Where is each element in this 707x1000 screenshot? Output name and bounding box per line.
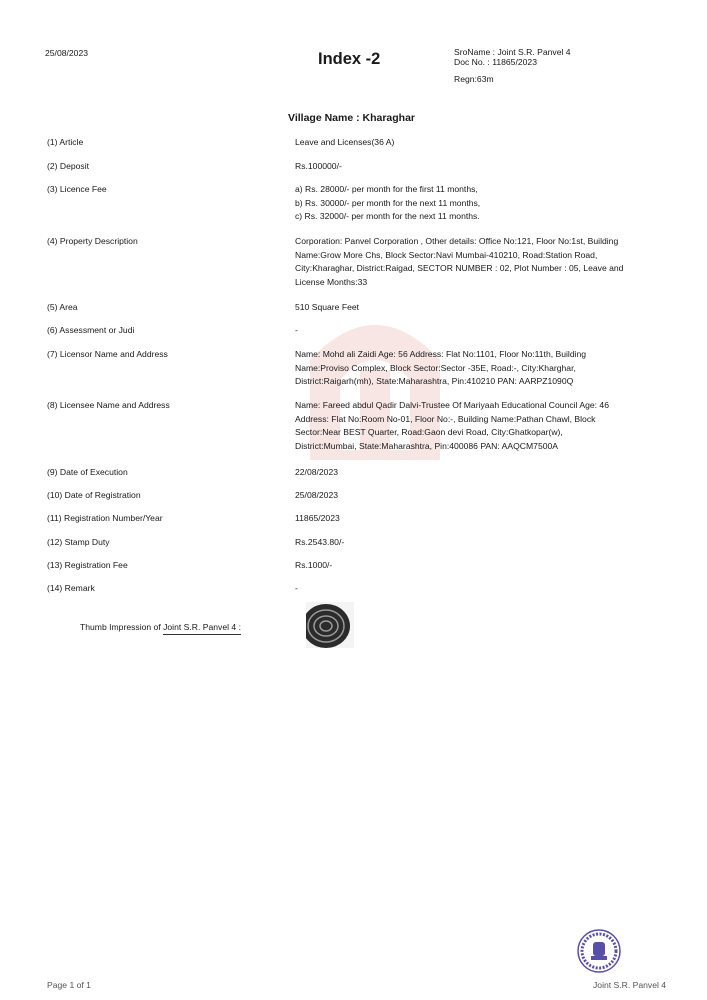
detail-label: (4) Property Description <box>47 236 138 246</box>
detail-label: (7) Licensor Name and Address <box>47 349 168 359</box>
detail-value-line: Name:Grow More Chs, Block Sector:Navi Mumbai-410210, Road:Station Road, <box>295 249 598 260</box>
thumb-prefix: Thumb Impression of <box>80 622 164 632</box>
detail-label: (11) Registration Number/Year <box>47 513 163 523</box>
detail-value <box>295 536 665 550</box>
detail-label: (14) Remark <box>47 583 95 593</box>
detail-value-line: District:Mumbai, State:Maharashtra, Pin:400086 PAN: AAQCM7500A <box>295 440 559 451</box>
detail-value-line: a) Rs. 28000/- per month for the first 11 months, <box>295 184 478 194</box>
detail-value <box>295 559 665 573</box>
detail-value <box>295 183 665 224</box>
detail-label: (2) Deposit <box>47 161 90 171</box>
detail-value <box>295 489 665 503</box>
thumb-office: Joint S.R. Panvel 4 : <box>163 622 241 635</box>
detail-value-line: Rs.2543.80/- <box>295 537 345 547</box>
detail-value <box>295 324 665 338</box>
print-date: 25/08/2023 <box>45 48 89 58</box>
sro-info <box>454 47 571 67</box>
detail-label: (8) Licensee Name and Address <box>47 400 170 410</box>
detail-value-line: District:Raigarh(mh), State:Maharashtra, Pin:410210 PAN: AARPZ1090Q <box>295 376 574 386</box>
detail-value-line: Address: Flat No:Room No-01, Floor No:-, Building Name:Pathan Chawl, Block <box>295 413 596 424</box>
footer-office: Joint S.R. Panvel 4 <box>593 980 667 990</box>
detail-value-line: 25/08/2023 <box>295 490 339 500</box>
detail-value <box>295 466 665 480</box>
detail-value <box>295 348 665 389</box>
doc-number: Doc No. : 11865/2023 <box>454 57 537 67</box>
detail-label: (9) Date of Execution <box>47 467 128 477</box>
detail-value-line: c) Rs. 32000/- per month for the next 11 months. <box>295 211 480 221</box>
detail-label: (6) Assessment or Judi <box>47 325 135 335</box>
detail-value-line: Rs.1000/- <box>295 560 333 570</box>
page-title: Index -2 <box>318 50 381 68</box>
detail-value-line: Corporation: Panvel Corporation , Other details: Office No:121, Floor No:1st, Building <box>295 236 619 246</box>
detail-value-line: 22/08/2023 <box>295 467 339 477</box>
village-name: Village Name : Kharaghar <box>288 112 416 124</box>
detail-value-line: Leave and Licenses(36 A) <box>295 137 395 147</box>
detail-label: (13) Registration Fee <box>47 560 128 570</box>
thumb-impression-label <box>80 621 241 633</box>
detail-value <box>295 160 665 174</box>
detail-value-line: Sector:Near BEST Quarter, Road:Gaon devi Road, City:Ghatkopar(w), <box>295 427 563 437</box>
detail-label: (12) Stamp Duty <box>47 537 110 547</box>
sro-name: SroName : Joint S.R. Panvel 4 <box>454 47 571 57</box>
detail-value <box>295 512 665 526</box>
detail-value-line: - <box>295 325 298 335</box>
state-emblem-icon <box>577 929 621 973</box>
detail-label: (3) Licence Fee <box>47 184 107 194</box>
detail-value <box>295 582 665 596</box>
detail-value <box>295 301 665 315</box>
thumbprint-image <box>296 602 354 648</box>
detail-value-line: 11865/2023 <box>295 513 340 523</box>
detail-value-line: License Months:33 <box>295 276 368 287</box>
detail-value-line: Rs.100000/- <box>295 161 342 171</box>
detail-value-line: City:Kharaghar, District:Raigad, SECTOR NUMBER : 02, Plot Number : 05, Leave and <box>295 263 624 273</box>
detail-value-line: - <box>295 583 298 593</box>
detail-value-line: Name:Proviso Complex, Block Sector:Sector -35E, Road:-, City:Kharghar, <box>295 362 576 373</box>
detail-label: (1) Article <box>47 137 84 147</box>
detail-value-line: Name: Mohd ali Zaidi Age: 56 Address: Flat No:1101, Floor No:11th, Building <box>295 349 587 359</box>
detail-value <box>295 399 665 453</box>
detail-value-line: 510 Square Feet <box>295 302 360 312</box>
detail-value <box>295 235 665 289</box>
detail-label: (5) Area <box>47 302 78 312</box>
detail-label: (10) Date of Registration <box>47 490 141 500</box>
regn-code: Regn:63m <box>454 74 494 84</box>
detail-value <box>295 136 665 150</box>
detail-value-line: b) Rs. 30000/- per month for the next 11 months, <box>295 197 481 208</box>
page-number: Page 1 of 1 <box>47 980 91 990</box>
detail-value-line: Name: Fareed abdul Qadir Dalvi-Trustee Of Mariyaah Educational Council Age: 46 <box>295 400 609 410</box>
